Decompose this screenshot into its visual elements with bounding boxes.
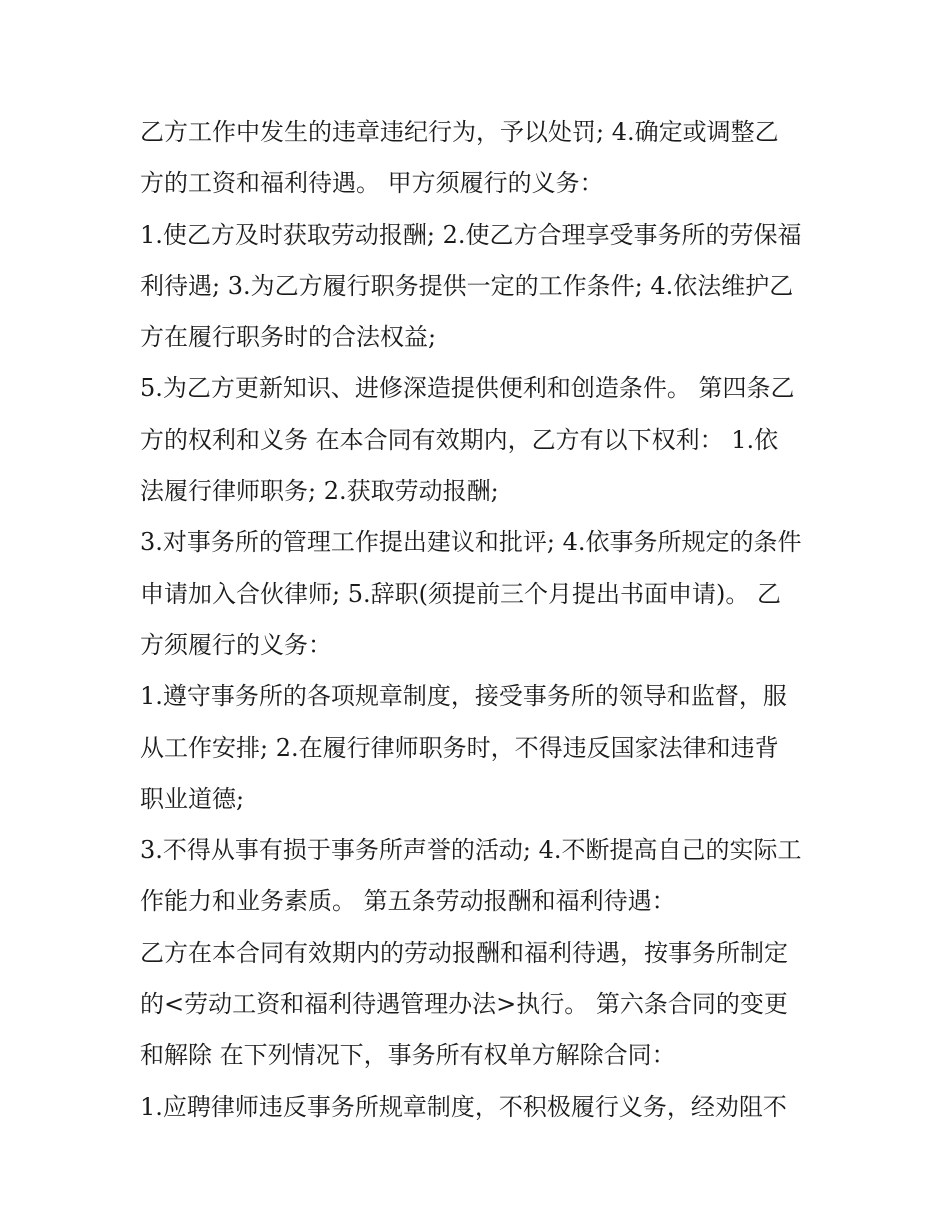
text-line-14: 职业道德;	[140, 784, 245, 813]
text-line-10: 申请加入合伙律师; 5.辞职(须提前三个月提出书面申请)。 乙	[140, 579, 781, 608]
text-line-3: 1.使乙方及时获取劳动报酬; 2.使乙方合理享受事务所的劳保福	[140, 220, 802, 249]
text-line-9: 3.对事务所的管理工作提出建议和批评; 4.依事务所规定的条件	[140, 528, 802, 557]
text-line-16: 作能力和业务素质。 第五条劳动报酬和福利待遇：	[140, 887, 676, 916]
text-line-8: 法履行律师职务; 2.获取劳动报酬;	[140, 477, 499, 506]
text-line-12: 1.遵守事务所的各项规章制度，接受事务所的领导和监督，服	[140, 682, 787, 711]
document-body	[140, 107, 820, 1133]
text-line-1: 乙方工作中发生的违章违纪行为，予以处罚; 4.确定或调整乙	[140, 118, 779, 146]
text-line-6: 5.为乙方更新知识、进修深造提供便利和创造条件。 第四条乙	[140, 374, 795, 403]
text-line-15: 3.不得从事有损于事务所声誉的活动; 4.不断提高自己的实际工	[140, 836, 802, 865]
text-line-7: 方的权利和义务 在本合同有效期内，乙方有以下权利： 1.依	[140, 425, 779, 454]
text-line-20: 1.应聘律师违反事务所规章制度，不积极履行义务，经劝阻不	[140, 1092, 787, 1121]
text-line-2: 方的工资和福利待遇。 甲方须履行的义务：	[140, 169, 604, 198]
text-line-18: 的<劳动工资和福利待遇管理办法>执行。 第六条合同的变更	[140, 990, 788, 1019]
text-line-4: 利待遇; 3.为乙方履行职务提供一定的工作条件; 4.依法维护乙	[140, 271, 794, 300]
text-line-5: 方在履行职务时的合法权益;	[140, 323, 437, 352]
text-line-13: 从工作安排; 2.在履行律师职务时，不得违反国家法律和违背	[140, 733, 779, 762]
text-line-11: 方须履行的义务：	[140, 630, 332, 659]
text-line-17: 乙方在本合同有效期内的劳动报酬和福利待遇，按事务所制定	[140, 938, 788, 967]
text-line-19: 和解除 在下列情况下，事务所有权单方解除合同：	[140, 1041, 676, 1070]
